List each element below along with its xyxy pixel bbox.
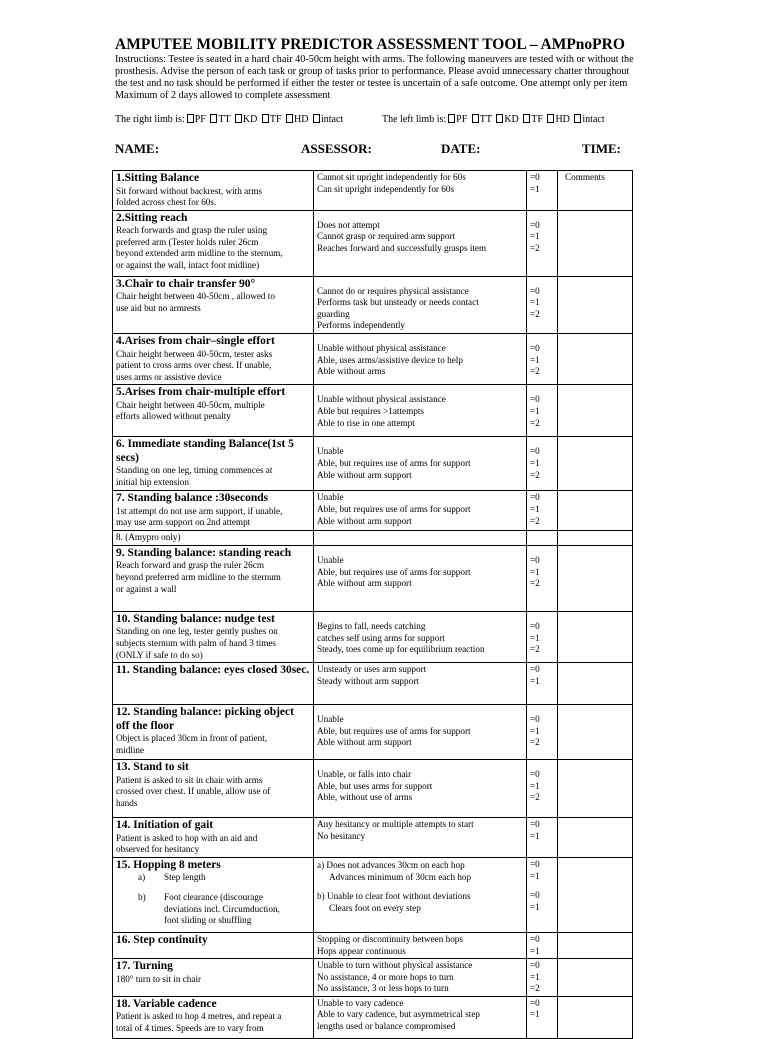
- task-description: Patient is asked to hop 4 metres, and repeat a: [116, 1011, 282, 1022]
- limb-checkbox[interactable]: [547, 114, 554, 123]
- subitem-line: Step length: [164, 872, 206, 883]
- response-option: Able, but uses arms for support: [317, 780, 433, 791]
- response-option: Able to rise in one attempt: [317, 417, 415, 428]
- instructions-line: prosthesis. Advise the person of each task or group of tasks prior to performance. Please avoid unnecessary chatter throughout: [115, 66, 630, 77]
- task-subitem: [138, 872, 310, 884]
- assessment-item-row: [113, 491, 633, 531]
- limb-checkbox[interactable]: [472, 114, 479, 123]
- comments-cell[interactable]: [558, 437, 633, 491]
- assessment-item-row: [113, 171, 633, 211]
- assessment-item-row: [113, 531, 633, 546]
- response-option: Able, but requires use of arms for support: [317, 725, 471, 736]
- score-value: =1: [530, 830, 540, 841]
- assessment-item-row: [113, 276, 633, 333]
- response-option: Able, but requires use of arms for support: [317, 566, 471, 577]
- task-description: beyond extended arm midline to the sternum,: [116, 248, 283, 259]
- task-description: preferred arm (Tester holds ruler 26cm: [116, 236, 259, 247]
- response-option: Able without arm support: [317, 469, 412, 480]
- comments-cell[interactable]: [558, 210, 633, 276]
- response-option: Hops appear continuous: [317, 945, 406, 956]
- task-title: 2.Sitting reach: [116, 211, 188, 224]
- response-option: Able, but requires use of arms for support: [317, 457, 471, 468]
- score-value: =2: [530, 242, 540, 253]
- response-option: Unable, or falls into chair: [317, 769, 412, 780]
- task-title: 10. Standing balance: nudge test: [116, 612, 275, 625]
- scores-cell: [527, 545, 558, 611]
- assessment-item-row: [113, 385, 633, 437]
- instructions-line: Instructions: Testee is seated in a hard chair 40-50cm height with arms. The following maneuvers are tested with or without the: [115, 54, 634, 65]
- task-cell: [113, 663, 314, 705]
- response-option: Able without arm support: [317, 515, 412, 526]
- task-cell: [113, 437, 314, 491]
- task-description: 180° turn to sit in chair: [116, 973, 202, 984]
- comments-cell[interactable]: [558, 760, 633, 818]
- task-description: Reach forward and grasp the ruler 26cm: [116, 560, 264, 571]
- limb-option-label: HD: [294, 114, 309, 125]
- response-option: Reaches forward and successfully grasps item: [317, 242, 487, 253]
- response-option: Cannot grasp or required arm support: [317, 231, 456, 242]
- response-option: Unable: [317, 492, 344, 503]
- limb-option-label: TT: [479, 114, 492, 125]
- task-cell: [113, 818, 314, 858]
- response-option: Clears foot on every step: [329, 902, 421, 913]
- score-value: =1: [530, 457, 540, 468]
- response-option: Stopping or discontinuity between hops: [317, 933, 463, 944]
- response-option: Unsteady or uses arm support: [317, 664, 427, 675]
- subitem-line: foot sliding or shuffling: [164, 915, 252, 926]
- comments-cell[interactable]: [558, 663, 633, 705]
- response-option: No assistance, 4 or more hops to turn: [317, 971, 454, 982]
- task-cell: [113, 857, 314, 932]
- scores-cell: [527, 385, 558, 437]
- response-option: guarding: [317, 308, 350, 319]
- task-description: Chair height between 40-50cm, multiple: [116, 399, 265, 410]
- limb-option-label: TF: [269, 114, 282, 125]
- score-value: =0: [530, 219, 540, 230]
- instructions-line: the test and no task should be performed if either the tester or testee is uncertain of a safe outcome. One attempt only per item: [115, 78, 628, 89]
- scores-cell: [527, 663, 558, 705]
- score-value: =1: [530, 231, 540, 242]
- task-cell: [113, 531, 314, 546]
- limb-checkbox[interactable]: [313, 114, 320, 123]
- task-title: 9. Standing balance: standing reach: [116, 546, 292, 559]
- scores-cell: [527, 210, 558, 276]
- task-description: efforts allowed without penalty: [116, 411, 231, 422]
- score-value: =0: [530, 997, 540, 1008]
- limb-checkbox[interactable]: [235, 114, 242, 123]
- task-description: Object is placed 30cm in front of patient,: [116, 733, 268, 744]
- task-cell: [113, 545, 314, 611]
- assessment-item-row: [113, 932, 633, 958]
- score-value: =2: [530, 578, 540, 589]
- task-description: Reach forwards and grasp the ruler using: [116, 225, 268, 236]
- task-cell: [113, 334, 314, 385]
- instructions: [115, 54, 655, 102]
- task-cell: [113, 611, 314, 662]
- date-label: DATE:: [441, 141, 481, 156]
- task-description: observed for hesitancy: [116, 844, 200, 855]
- subitem-key: a): [138, 872, 146, 883]
- score-value: =1: [530, 183, 540, 194]
- score-value: =0: [530, 554, 540, 565]
- response-option: Any hesitancy or multiple attempts to start: [317, 819, 474, 830]
- score-value: =1: [530, 870, 540, 881]
- task-description: total of 4 times. Speeds are to vary from: [116, 1022, 264, 1033]
- task-description: Standing on one leg, tester gently pushes on: [116, 626, 278, 637]
- assessment-item-row: [113, 818, 633, 858]
- comments-cell[interactable]: [558, 491, 633, 531]
- limb-checkbox[interactable]: [286, 114, 293, 123]
- score-value: =2: [530, 308, 540, 319]
- response-option: Unable to turn without physical assistance: [317, 960, 473, 971]
- task-cell: [113, 491, 314, 531]
- limb-option-label: intact: [320, 114, 344, 125]
- task-description: (ONLY if safe to do so): [116, 649, 203, 660]
- responses-cell: [314, 857, 527, 932]
- assessment-item-row: [113, 545, 633, 611]
- response-option: Able, without use of arms: [317, 792, 413, 803]
- score-value: =2: [530, 792, 540, 803]
- scores-cell: [527, 491, 558, 531]
- task-cell: [113, 385, 314, 437]
- responses-cell: [314, 437, 527, 491]
- task-title: 3.Chair to chair transfer 90°: [116, 277, 256, 290]
- scores-cell: [527, 531, 558, 546]
- assessment-table: [112, 170, 633, 1039]
- score-value: =0: [530, 620, 540, 631]
- task-description: Sit forward without backrest, with arms: [116, 185, 262, 196]
- scores-cell: [527, 171, 558, 211]
- score-value: =0: [530, 446, 540, 457]
- responses-cell: [314, 818, 527, 858]
- score-value: =0: [530, 933, 540, 944]
- response-option: Able but requires >1attempts: [317, 405, 424, 416]
- responses-cell: [314, 932, 527, 958]
- score-value: =1: [530, 503, 540, 514]
- responses-cell: [314, 531, 527, 546]
- task-description: may use arm support on 2nd attempt: [116, 517, 251, 528]
- subitem-body: [164, 892, 280, 927]
- task-description: beyond preferred arm midline to the sternum: [116, 572, 281, 583]
- responses-cell: [314, 385, 527, 437]
- assessment-item-row: [113, 663, 633, 705]
- scores-cell: [527, 959, 558, 997]
- responses-cell: [314, 760, 527, 818]
- responses-cell: [314, 663, 527, 705]
- responses-cell: [314, 334, 527, 385]
- limb-checkbox[interactable]: [523, 114, 530, 123]
- assessor-label: ASSESSOR:: [301, 141, 372, 156]
- response-option: Steady, toes come up for equilibrium reaction: [317, 644, 485, 655]
- response-option: Advances minimum of 30cm each hop: [329, 871, 472, 882]
- task-title: 1.Sitting Balance: [116, 172, 200, 184]
- scores-cell: [527, 611, 558, 662]
- score-value: =0: [530, 769, 540, 780]
- comments-cell[interactable]: [558, 334, 633, 385]
- subitem-body: [164, 872, 206, 884]
- task-description: 8. (Amypro only): [116, 532, 181, 543]
- task-cell: [113, 996, 314, 1038]
- left-limb-selector: [382, 114, 605, 125]
- response-option: lengths used or balance compromised: [317, 1021, 456, 1032]
- response-option: Unable: [317, 554, 344, 565]
- responses-cell: [314, 171, 527, 211]
- response-option: Unable: [317, 714, 344, 725]
- response-option: Able, uses arms/assistive device to help: [317, 354, 463, 365]
- score-value: =0: [530, 890, 540, 901]
- task-title: 5.Arises from chair-multiple effort: [116, 386, 286, 399]
- response-option: Able to vary cadence, but asymmetrical step: [317, 1009, 481, 1020]
- comments-cell[interactable]: [558, 545, 633, 611]
- response-option: catches self using arms for support: [317, 632, 445, 643]
- limb-option-label: KD: [504, 114, 519, 125]
- limb-option-label: intact: [582, 114, 605, 125]
- score-value: =0: [530, 858, 540, 869]
- limb-option-label: KD: [242, 114, 258, 125]
- time-label: TIME:: [582, 141, 621, 156]
- task-description: use aid but no armrests: [116, 302, 201, 313]
- task-description: or against a wall: [116, 583, 177, 594]
- response-option: Able without arm support: [317, 737, 412, 748]
- task-description: Chair height between 40-50cm, tester asks: [116, 348, 273, 359]
- comments-cell[interactable]: [558, 818, 633, 858]
- score-value: =0: [530, 960, 540, 971]
- comments-cell[interactable]: [558, 531, 633, 546]
- task-title: 15. Hopping 8 meters: [116, 858, 221, 871]
- task-description: hands: [116, 797, 138, 808]
- task-title: 13. Stand to sit: [116, 761, 189, 774]
- task-description: Patient is asked to sit in chair with arms: [116, 774, 263, 785]
- comments-cell[interactable]: [558, 996, 633, 1038]
- spacer: [116, 884, 310, 892]
- limb-option-label: HD: [555, 114, 570, 125]
- response-option: Cannot sit upright independently for 60s: [317, 172, 466, 182]
- assessment-item-row: [113, 334, 633, 385]
- response-option: No assistance, 3 or less hops to turn: [317, 983, 449, 994]
- task-title: 18. Variable cadence: [116, 997, 217, 1010]
- score-value: =2: [530, 366, 540, 377]
- task-title: 16. Step continuity: [116, 933, 208, 946]
- score-value: =1: [530, 405, 540, 416]
- response-option: Cannot do or requires physical assistance: [317, 285, 469, 296]
- score-value: =0: [530, 394, 540, 405]
- score-value: =0: [530, 172, 540, 182]
- scores-cell: [527, 276, 558, 333]
- comments-cell[interactable]: [558, 932, 633, 958]
- responses-cell: [314, 210, 527, 276]
- response-option: Performs independently: [317, 320, 406, 331]
- scores-cell: [527, 818, 558, 858]
- task-description: initial hip extension: [116, 476, 189, 487]
- task-description: midline: [116, 744, 145, 755]
- scores-cell: [527, 705, 558, 760]
- comments-header: Comments: [565, 172, 605, 182]
- spacer: [530, 882, 554, 890]
- score-value: =0: [530, 285, 540, 296]
- score-value: =1: [530, 1009, 540, 1020]
- assessment-item-row: [113, 437, 633, 491]
- score-value: =1: [530, 632, 540, 643]
- task-description: patient to cross arms over chest. If unable,: [116, 360, 272, 371]
- response-option: Steady without arm support: [317, 675, 419, 686]
- score-value: =0: [530, 343, 540, 354]
- response-option: Unable without physical assistance: [317, 394, 446, 405]
- comments-cell[interactable]: [558, 705, 633, 760]
- scores-cell: [527, 334, 558, 385]
- task-description: uses arms or assistive device: [116, 371, 222, 382]
- task-cell: [113, 276, 314, 333]
- response-option: b) Unable to clear foot without deviations: [317, 891, 471, 902]
- task-title: 17. Turning: [116, 960, 173, 973]
- score-value: =1: [530, 354, 540, 365]
- score-value: =0: [530, 492, 540, 503]
- task-title: 4.Arises from chair–single effort: [116, 335, 275, 348]
- response-option: Does not attempt: [317, 219, 380, 230]
- assessment-item-row: [113, 210, 633, 276]
- scores-cell: [527, 857, 558, 932]
- limb-checkbox[interactable]: [262, 114, 269, 123]
- limb-option-label: TT: [218, 114, 231, 125]
- task-cell: [113, 171, 314, 211]
- response-option: Unable: [317, 446, 344, 457]
- score-value: =1: [530, 780, 540, 791]
- task-description: Patient is asked to hop with an aid and: [116, 832, 258, 843]
- task-description: or against the wall, intact foot midline): [116, 259, 260, 270]
- subitem-line: deviations incl. Circumduction,: [164, 903, 280, 914]
- score-value: =0: [530, 664, 540, 675]
- score-value: =2: [530, 983, 540, 994]
- task-title: 12. Standing balance: picking object off the floor: [116, 706, 294, 732]
- responses-cell: [314, 996, 527, 1038]
- task-subitem: [138, 892, 310, 927]
- response-option: Able, but requires use of arms for support: [317, 503, 471, 514]
- task-title: 7. Standing balance :30seconds: [116, 492, 269, 505]
- response-option: Begins to fall, needs catching: [317, 620, 426, 631]
- scores-cell: [527, 996, 558, 1038]
- limb-checkbox[interactable]: [448, 114, 455, 123]
- task-cell: [113, 210, 314, 276]
- score-value: =1: [530, 725, 540, 736]
- task-description: Standing on one leg, timing commences at: [116, 465, 273, 476]
- assessment-item-row: [113, 705, 633, 760]
- scores-cell: [527, 437, 558, 491]
- score-value: =0: [530, 714, 540, 725]
- task-cell: [113, 705, 314, 760]
- assessment-item-row: [113, 857, 633, 932]
- score-value: =1: [530, 297, 540, 308]
- spacer: [317, 883, 523, 891]
- task-description: folded across chest for 60s.: [116, 197, 217, 208]
- comments-cell[interactable]: [558, 611, 633, 662]
- form-title: AMPUTEE MOBILITY PREDICTOR ASSESSMENT TOOL – AMPnoPRO: [115, 36, 625, 53]
- limb-label: The right limb is:: [115, 114, 185, 125]
- score-value: =1: [530, 901, 540, 912]
- assessment-item-row: [113, 760, 633, 818]
- score-value: =2: [530, 737, 540, 748]
- response-option: Able without arm support: [317, 578, 412, 589]
- task-description: 1st attempt do not use arm support, if unable,: [116, 505, 283, 516]
- score-value: =1: [530, 945, 540, 956]
- task-description: Chair height between 40-50cm , allowed to: [116, 291, 275, 302]
- limb-checkbox[interactable]: [210, 114, 217, 123]
- assessment-item-row: [113, 959, 633, 997]
- assessment-item-row: [113, 611, 633, 662]
- comments-cell[interactable]: [558, 959, 633, 997]
- task-cell: [113, 760, 314, 818]
- response-option: No hesitancy: [317, 830, 366, 841]
- task-title: 6. Immediate standing Balance(1st 5 secs): [116, 438, 294, 464]
- subitem-line: Foot clearance (discourage: [164, 892, 263, 902]
- response-option: a) Does not advances 30cm on each hop: [317, 859, 465, 870]
- comments-cell[interactable]: [558, 857, 633, 932]
- score-value: =2: [530, 469, 540, 480]
- score-value: =2: [530, 644, 540, 655]
- comments-cell[interactable]: [558, 276, 633, 333]
- right-limb-selector: [115, 114, 343, 125]
- responses-cell: [314, 491, 527, 531]
- subitem-key: b): [138, 892, 146, 902]
- limb-option-label: TF: [531, 114, 543, 125]
- task-description: crossed over chest. If unable, allow use of: [116, 786, 271, 797]
- score-value: =1: [530, 675, 540, 686]
- responses-cell: [314, 705, 527, 760]
- limb-label: The left limb is:: [382, 114, 447, 125]
- comments-cell[interactable]: [558, 385, 633, 437]
- comments-cell[interactable]: [558, 171, 633, 211]
- task-description: subjects sternum with palm of hand 3 times: [116, 638, 276, 649]
- score-value: =0: [530, 819, 540, 830]
- response-option: Unable to vary cadence: [317, 997, 404, 1008]
- responses-cell: [314, 959, 527, 997]
- score-value: =2: [530, 417, 540, 428]
- instructions-line: Maximum of 2 days allowed to complete assessment: [115, 90, 331, 101]
- task-title: 14. Initiation of gait: [116, 819, 214, 832]
- responses-cell: [314, 276, 527, 333]
- response-option: Can sit upright independently for 60s: [317, 183, 455, 194]
- limb-option-label: PF: [456, 114, 468, 125]
- limb-checkbox[interactable]: [574, 114, 581, 123]
- score-value: =2: [530, 515, 540, 526]
- response-option: Able without arms: [317, 366, 386, 377]
- score-value: =1: [530, 971, 540, 982]
- assessment-item-row: [113, 996, 633, 1038]
- responses-cell: [314, 545, 527, 611]
- limb-checkbox[interactable]: [187, 114, 194, 123]
- name-label: NAME:: [115, 141, 160, 156]
- responses-cell: [314, 611, 527, 662]
- response-option: Unable without physical assistance: [317, 343, 446, 354]
- limb-checkbox[interactable]: [496, 114, 503, 123]
- response-option: Performs task but unsteady or needs contact: [317, 297, 479, 308]
- task-cell: [113, 959, 314, 997]
- task-title: 11. Standing balance: eyes closed 30sec.: [116, 664, 310, 677]
- task-cell: [113, 932, 314, 958]
- scores-cell: [527, 760, 558, 818]
- scores-cell: [527, 932, 558, 958]
- score-value: =1: [530, 566, 540, 577]
- limb-option-label: PF: [194, 114, 206, 125]
